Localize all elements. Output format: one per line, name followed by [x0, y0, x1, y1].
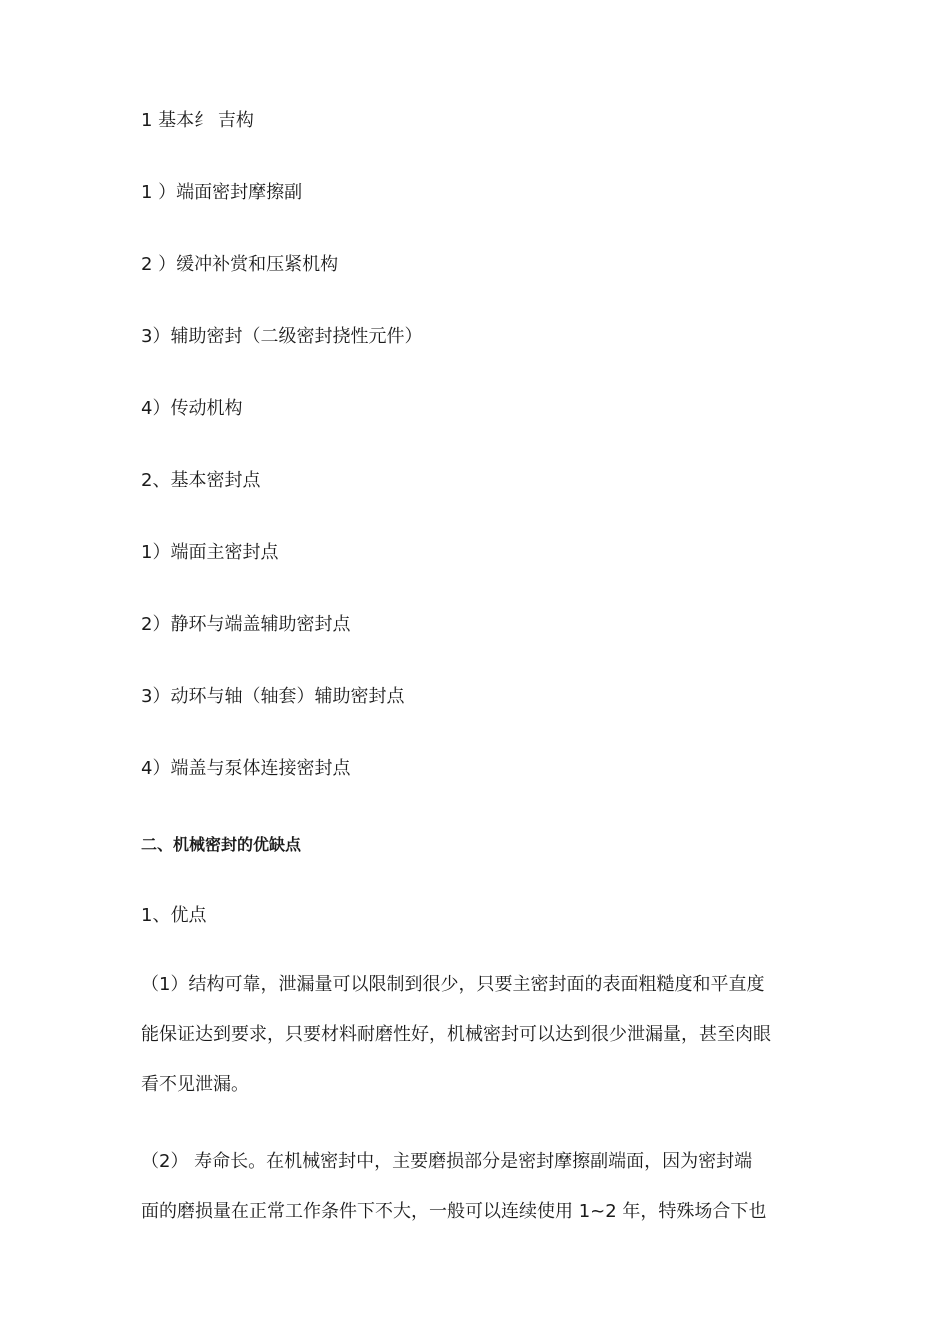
- list-item-end-face-friction-pair: 1 ）端面密封摩擦副: [141, 182, 303, 203]
- paragraph-line: 面的磨损量在正常工作条件下不大，一般可以连续使用 1~2 年，特殊场合下也: [141, 1201, 767, 1222]
- list-item-static-ring-cover: 2）静环与端盖辅助密封点: [141, 614, 351, 635]
- list-item-auxiliary-seal: 3）辅助密封（二级密封挠性元件）: [141, 326, 423, 347]
- paragraph-line: （1）结构可靠，泄漏量可以限制到很少，只要主密封面的表面粗糙度和平直度: [141, 974, 765, 995]
- list-item-buffer-compression: 2 ）缓冲补赏和压紧机构: [141, 254, 339, 275]
- paragraph-line: 看不见泄漏。: [141, 1074, 249, 1095]
- list-item-cover-pump-body: 4）端盖与泵体连接密封点: [141, 758, 351, 779]
- paragraph-line: 能保证达到要求，只要材料耐磨性好，机械密封可以达到很少泄漏量，甚至肉眼: [141, 1024, 771, 1045]
- section-heading-pros-cons: 二、机械密封的优缺点: [141, 835, 302, 854]
- list-item-moving-ring-shaft: 3）动环与轴（轴套）辅助密封点: [141, 686, 405, 707]
- paragraph-long-life: [141, 1137, 821, 1237]
- paragraph-reliable-structure: [141, 960, 821, 1110]
- section-title-basic-seal-points: 2、基本密封点: [141, 470, 261, 491]
- section-title-basic-structure: 1 基本纟 吉构: [141, 110, 254, 131]
- list-item-end-face-main-seal: 1）端面主密封点: [141, 542, 279, 563]
- list-item-transmission: 4）传动机构: [141, 398, 243, 419]
- paragraph-line: （2） 寿命长。在机械密封中，主要磨损部分是密封摩擦副端面，因为密封端: [141, 1151, 753, 1172]
- subheading-advantages: 1、优点: [141, 905, 207, 926]
